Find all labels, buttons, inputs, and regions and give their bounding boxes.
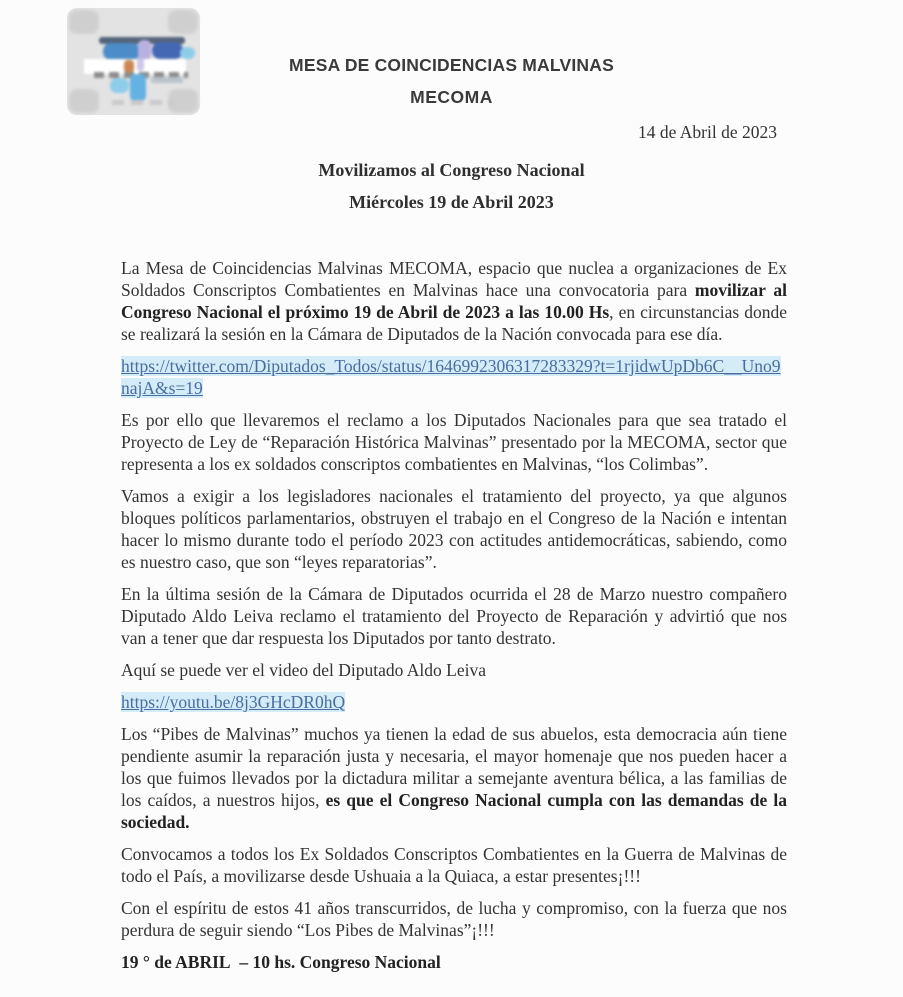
paragraph-ultima-sesion: En la última sesión de la Cámara de Diputados ocurrida el 28 de Marzo nuestro compañero Diputado Aldo Leiva reclamo el tratamiento del Proyecto de Reparación y advirtió que nos van a tener que dar respuesta los Diputados por tanto destrato. <box>121 584 787 648</box>
logo-gray-mark-shape <box>151 77 183 83</box>
paragraph-youtube-link <box>121 691 787 713</box>
twitter-link[interactable]: https://twitter.com/Diputados_Todos/status/1646992306317283329?t=1rjidwUpDb6C__Uno9najA&s=19 <box>121 356 781 398</box>
paragraph-pibes <box>121 723 787 833</box>
intro-text-post: , en circunstancias donde se realizará la sesión en la Cámara de Diputados de la Nación convocada para ese día. <box>121 302 788 344</box>
paragraph-twitter-link <box>121 355 787 399</box>
document-body <box>121 257 787 983</box>
pibes-text-bold: es que el Congreso Nacional cumpla con las demandas de la sociedad. <box>121 790 788 832</box>
paragraph-video-caption: Aquí se puede ver el video del Diputado Aldo Leiva <box>121 660 486 680</box>
paragraph-cierre <box>121 951 787 973</box>
document-title-line2: Miércoles 19 de Abril 2023 <box>349 192 554 212</box>
paragraph-reclamo: Es por ello que llevaremos el reclamo a los Diputados Nacionales para que sea tratado el Proyecto de Ley de “Reparación Histórica Malvinas” presentado por la MECOMA, sector que representa a los ex soldados conscriptos combatientes en Malvinas, “los Colimbas”. <box>121 410 787 474</box>
document-title-line1: Movilizamos al Congreso Nacional <box>318 160 585 180</box>
paragraph-convocamos: Convocamos a todos los Ex Soldados Conscriptos Combatientes en la Guerra de Malvinas de todo el País, a movilizarse desde Ushuaia a la Quiaca, a estar presentes¡!!! <box>121 844 787 886</box>
intro-text-pre: La Mesa de Coincidencias Malvinas MECOMA, espacio que nuclea a organizaciones de Ex Soldados Conscriptos Combatientes en Malvinas hace una convocatoria para <box>121 258 787 300</box>
paragraph-intro <box>121 257 787 345</box>
org-name: MESA DE COINCIDENCIAS MALVINAS <box>289 55 614 75</box>
intro-text-bold: movilizar al Congreso Nacional el próximo 19 de Abril de 2023 a las 10.00 Hs <box>121 280 787 322</box>
paragraph-exigir: Vamos a exigir a los legisladores nacionales el tratamiento del proyecto, ya que algunos bloques políticos parlamentarios, obstruyen el trabajo en el Congreso de la Nación e intentan hacer lo mismo durante todo el período 2023 con actitudes antidemocráticas, sabiendo, como es nuestro caso, que son “leyes reparatorias”. <box>121 486 787 572</box>
org-acronym: MECOMA <box>410 87 493 107</box>
youtube-link[interactable]: https://youtu.be/8j3GHcDR0hQ <box>121 692 346 712</box>
cierre-text-bold: 19 ° de ABRIL – 10 hs. Congreso Nacional <box>121 952 441 972</box>
paragraph-espiritu: Con el espíritu de estos 41 años transcurridos, de lucha y compromiso, con la fuerza que nos perdura de seguir siendo “Los Pibes de Malvinas”¡!!! <box>121 898 787 940</box>
pibes-text-pre: Los “Pibes de Malvinas” muchos ya tienen la edad de sus abuelos, esta democracia aún tiene pendiente asumir la reparación justa y necesaria, el mayor homenaje que nos pueden hacer a los que fuimos llevados por la dictadura militar a semejante aventura bélica, a las familias de los caídos, a nuestros hijos, <box>121 724 787 810</box>
document-date: 14 de Abril de 2023 <box>637 122 777 142</box>
